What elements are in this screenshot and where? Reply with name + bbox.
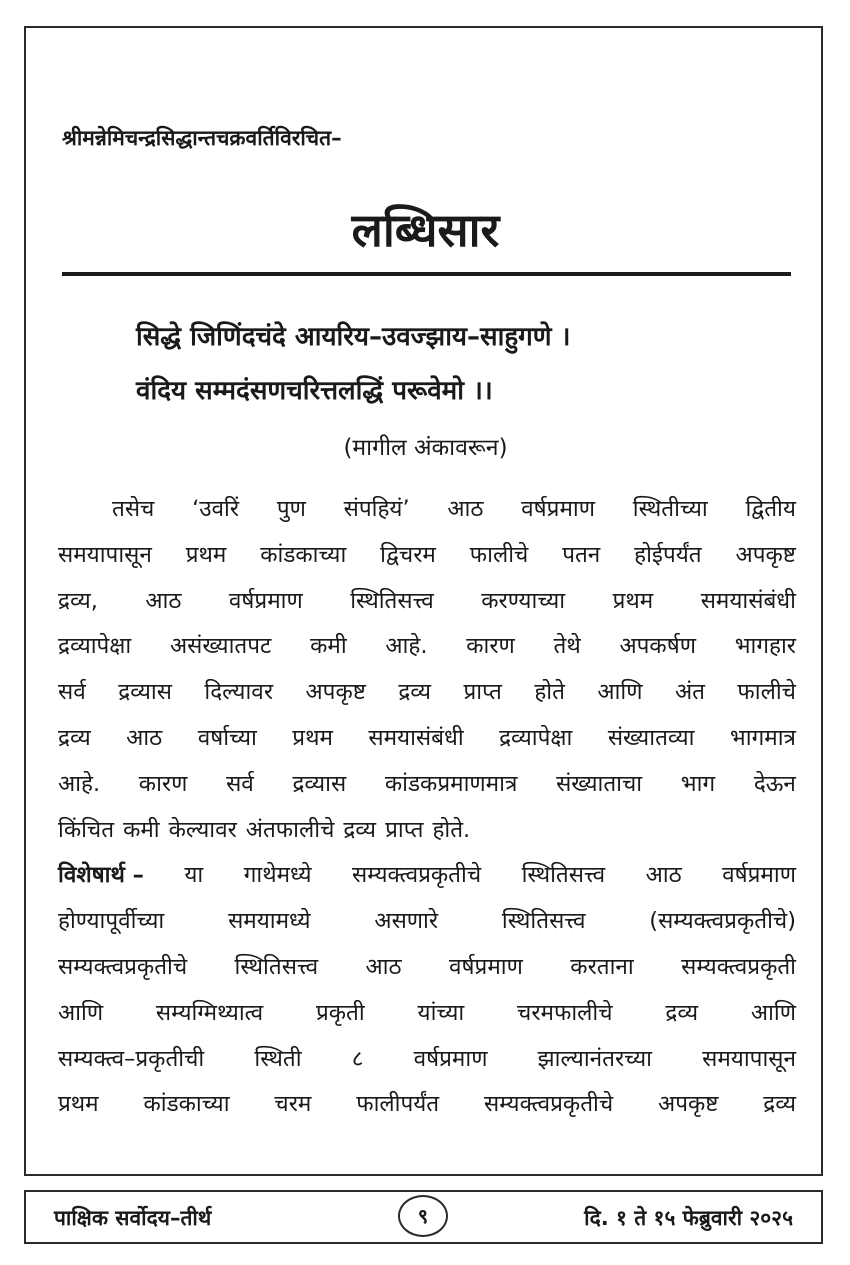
body-line: होण्यापूर्वीच्या समयामध्ये असणारे स्थितिसत्त्व (सम्यक्त्वप्रकृतीचे): [58, 908, 796, 935]
page-number: ९: [398, 1195, 448, 1237]
verse-line-1: सिद्धे जिणिंदचंदे आयरिय–उवज्झाय–साहुगणे ।: [136, 322, 571, 352]
body-line: द्रव्यापेक्षा असंख्यातपट कमी आहे. कारण तेथे अपकर्षण भागहार: [58, 633, 796, 660]
continued-note: (मागील अंकावरून): [343, 435, 508, 461]
body-line: सम्यक्त्व–प्रकृतीची स्थिती ८ वर्षप्रमाण झाल्यानंतरच्या समयापासून: [58, 1045, 796, 1072]
body-line: समयापासून प्रथम कांडकाच्या द्विचरम फालीचे पतन होईपर्यंत अपकृष्ट: [58, 541, 796, 568]
body-line: किंचित कमी केल्यावर अंतफालीचे द्रव्य प्राप्त होते.: [58, 816, 471, 843]
page-title: लब्धिसार: [351, 203, 500, 257]
vishesharth-heading: विशेषार्थ –: [58, 862, 144, 889]
body-text: [58, 487, 796, 1128]
verse-block: [136, 310, 570, 418]
page-frame: [24, 26, 823, 1176]
footer: [24, 1190, 823, 1244]
verse-line-2: वंदिय सम्मदंसणचरित्तलद्धिं परूवेमो ।।: [136, 376, 493, 406]
body-line: आहे. कारण सर्व द्रव्यास कांडकप्रमाणमात्र संख्याताचा भाग देऊन: [58, 770, 796, 797]
body-line: विशेषार्थ – या गाथेमध्ये सम्यक्त्वप्रकृतीचे स्थितिसत्त्व आठ वर्षप्रमाण: [58, 853, 796, 899]
body-line: द्रव्य आठ वर्षाच्या प्रथम समयासंबंधी द्रव्यापेक्षा संख्यातव्या भागमात्र: [58, 724, 796, 751]
body-line: आणि सम्यग्मिथ्यात्व प्रकृती यांच्या चरमफालीचे द्रव्य आणि: [58, 999, 796, 1026]
body-line: सम्यक्त्वप्रकृतीचे स्थितिसत्त्व आठ वर्षप्रमाण करताना सम्यक्त्वप्रकृती: [58, 953, 796, 980]
body-line: सर्व द्रव्यास दिल्यावर अपकृष्ट द्रव्य प्राप्त होते आणि अंत फालीचे: [58, 679, 796, 706]
body-line: द्रव्य, आठ वर्षप्रमाण स्थितिसत्त्व करण्याच्या प्रथम समयासंबंधी: [58, 587, 796, 614]
issue-date: दि. १ ते १५ फेब्रुवारी २०२५: [584, 1206, 793, 1230]
body-line: प्रथम कांडकाच्या चरम फालीपर्यंत सम्यक्त्वप्रकृतीचे अपकृष्ट द्रव्य: [58, 1091, 796, 1118]
title-divider: [62, 272, 791, 276]
body-line: तसेच ‘उवरिं पुण संपहियं’ आठ वर्षप्रमाण स्थितीच्या द्वितीय: [112, 496, 796, 522]
author-subtitle: श्रीमन्नेमिचन्द्रसिद्धान्तचक्रवर्तिविरचित–: [62, 126, 342, 150]
journal-name: पाक्षिक सर्वोदय–तीर्थ: [54, 1206, 212, 1230]
